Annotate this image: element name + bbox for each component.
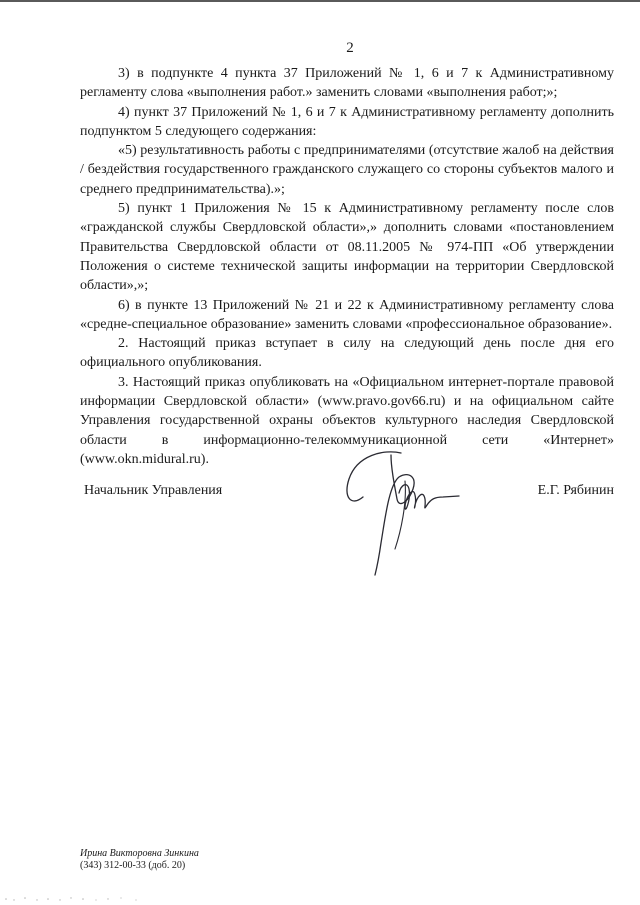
paragraph-item-3: 3) в подпункте 4 пункта 37 Приложений № 1, 6 и 7 к Административному регламенту слова «выполнения работ.» заменить словами «выполнения работ;»; [80,66,614,101]
top-rule [0,0,640,2]
executor-phone: (343) 312-00-33 (доб. 20) [80,860,186,871]
paragraph-item-4: 4) пункт 37 Приложений № 1, 6 и 7 к Административному регламенту дополнить подпунктом 5 следующего содержания: [80,104,614,139]
document-body [80,64,614,469]
paragraph-item-6: 6) в пункте 13 Приложений № 21 и 22 к Административному регламенту слова «средне-специальное образование» заменить словами «профессиональное образование». [80,297,614,332]
executor-name: Ирина Викторовна Зинкина [80,848,199,859]
paragraph-clause-3: 3. Настоящий приказ опубликовать на «Официальном интернет-портале правовой информации Свердловской области» (www.pravo.gov66.ru) и на официальном сайте Управления государственной охраны объектов культурного наследия Свердловской области в информационно-телекоммуникационной сети «Интернет» (www.okn.midural.ru). [80,374,614,467]
signatory-name: Е.Г. Рябинин [537,483,614,498]
handwritten-signature [339,445,479,580]
signatory-title: Начальник Управления [84,483,223,498]
signature-block [84,480,614,620]
page-number: 2 [346,40,354,56]
paragraph-item-5: 5) пункт 1 Приложения № 15 к Административному регламенту после слов «гражданской службы Свердловской области»,» дополнить словами «постановлением Правительства Свердловской области от 08.11.2005 № 974-ПП «Об утверждении Положения о системе технической защиты информации на территории Свердловской области»,»; [80,201,614,294]
executor-footer [80,848,199,872]
paragraph-clause-2: 2. Настоящий приказ вступает в силу на следующий день после дня его официального опубликования. [80,336,614,371]
scan-artifact-dots [0,895,640,903]
paragraph-quoted-subitem-5: «5) результативность работы с предпринимателями (отсутствие жалоб на действия / бездействия государственного гражданского служащего со стороны субъектов малого и среднего предпринимательства).»; [80,143,614,197]
